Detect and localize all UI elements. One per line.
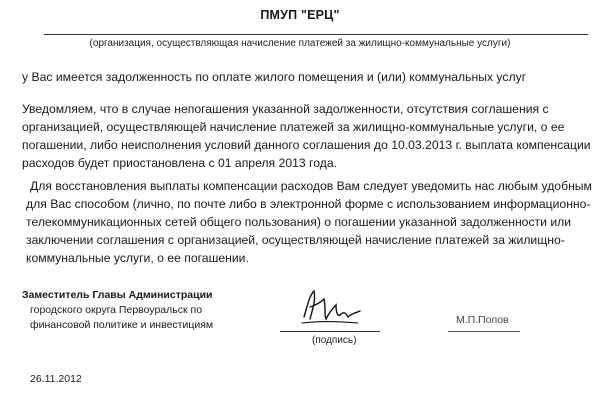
organization-caption: (организация, осуществляющая начисление платежей за жилищно-коммунальные услуги) [89,38,511,49]
notice-line: организацией, осуществляющей начисление платежей за жилищно-коммунальные услуги, о ее [22,120,565,134]
signer-position-line: Заместитель Главы Администрации [22,289,213,301]
signer-position-line: финансовой политике и инвестициям [30,319,214,331]
debt-statement: у Вас имеется задолженность по оплате жилого помещения и (или) коммунальных услуг [22,70,527,84]
organization-name: ПМУП "ЕРЦ" [260,8,340,22]
instruction-line: коммунальные услуги, о ее погашении. [26,251,249,265]
instruction-line: телекоммуникационных сетей общего пользования) о погашении указанной задолженности или [26,215,572,229]
signature-line [280,331,380,332]
instruction-line: заключении соглашения с организацией, осуществляющей начисление платежей за жилищно- [26,233,565,247]
signer-name: М.П.Попов [456,314,509,326]
instruction-paragraph [26,177,592,267]
organization-underline [44,34,588,35]
instruction-line: для Вас способом (лично, по почте либо в электронной форме с использованием информационно- [26,197,591,211]
instruction-line: Для восстановления выплаты компенсации расходов Вам следует уведомить нас любым удобным [30,179,592,193]
signature-caption: (подпись) [312,335,357,346]
document-date: 26.11.2012 [30,373,82,385]
handwritten-signature [296,283,364,333]
signer-position [22,288,213,333]
signer-name-line [448,331,520,332]
signer-position-line: городского округа Первоуральск по [30,304,203,316]
notice-line: расходов будет приостановлена с 01 апреля 2013 года. [22,156,337,170]
notice-paragraph [22,100,591,172]
notice-line: погашении, либо неисполнения условий данного соглашения до 10.03.2013 г. выплата компенсации [22,138,591,152]
notice-line: Уведомляем, что в случае непогашения указанной задолженности, отсутствия соглашения с [22,102,549,116]
